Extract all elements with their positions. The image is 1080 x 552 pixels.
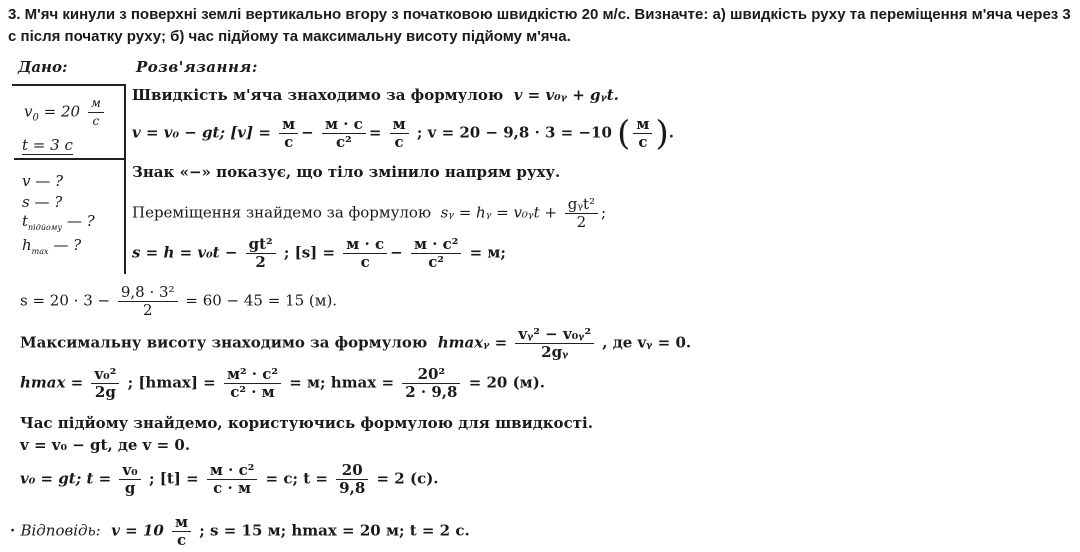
find-v: v — ?: [22, 172, 64, 190]
solution-line-9: Час підйому знайдемо, користуючись формулою для швидкості.: [20, 414, 593, 432]
find-h: $h_{max}$ — ?: [22, 236, 82, 256]
find-s: s — ?: [22, 193, 63, 211]
solution-line-10: v = v₀ − gt, де v = 0.: [20, 436, 191, 454]
solution-line-4: Переміщення знайдемо за формулою sᵧ = hᵧ = v₀ᵧt + $\frac{\text{gᵧt²}}{2}$ ;: [132, 195, 607, 231]
solution-line-11: v₀ = gt; t = $\frac{\text{v₀}}{g}$ ; [t] = $\frac{\text{м · с²}}{с \cdot м}$ = с; t = $\frac{20}{9,8}$ = 2 (с).: [20, 461, 439, 497]
solution-line-3: Знак «−» показує, що тіло змінило напрям руху.: [132, 163, 561, 181]
solution-header: Розв'язання:: [136, 58, 258, 76]
given-v0: $v_0 = 20$ $\frac{м}{с}$: [24, 95, 107, 130]
solution-line-7: Максимальну висоту знаходимо за формулою hmaxᵧ = $\frac{\text{vᵧ² − v₀ᵧ²}}{\text{2gᵧ}}$ , де vᵧ = 0.: [20, 325, 692, 361]
given-t: t = 3 с: [22, 136, 73, 154]
solution-line-2: v = v₀ − gt; [v] = $\frac{м}{с}$ − $\frac{м \cdot с}{\text{с²}}$ = $\frac{м}{с}$ ; v = 20 − 9,8 · 3 = −10 ( $\frac{м}{с}$ ).: [132, 113, 674, 154]
answer-line: · Відповідь: v = 10 $\frac{м}{с}$ ; s = 15 м; hmax = 20 м; t = 2 с.: [10, 513, 470, 549]
problem-statement: 3. М'яч кинули з поверхні землі вертикально вгору з початковою швидкістю 20 м/с. Визначте: а) швидкість руху та переміщення м'яча через 3 с після початку руху; б) час підйому та максимальну висоту підйому м'яча.: [8, 6, 1071, 45]
solution-line-6: s = 20 · 3 − $\frac{\text{9,8 · 3²}}{2}$ = 60 − 45 = 15 (м).: [20, 283, 338, 319]
solution-line-8: hmax = $\frac{\text{v₀²}}{2g}$ ; [hmax] = $\frac{\text{м² · с²}}{\text{с² · м}}$ = м; hmax = $\frac{\text{20²}}{2 \cdot 9,8}$ = 20 (м).: [20, 365, 546, 401]
solution-line-1: Швидкість м'яча знаходимо за формулою v = v₀ᵧ + gᵧt.: [132, 86, 619, 104]
table-divider: [124, 84, 126, 274]
given-header: Дано:: [18, 58, 68, 76]
solution-line-5: s = h = v₀t − $\frac{\text{gt²}}{2}$ ; [s] = $\frac{м \cdot с}{с}$ − $\frac{\text{м · с²}}{\text{с²}}$ = м;: [132, 235, 506, 271]
find-t: $t_{підйому}$ — ?: [22, 212, 95, 232]
given-find-rule: [14, 158, 126, 160]
given-top-rule: [12, 84, 124, 86]
